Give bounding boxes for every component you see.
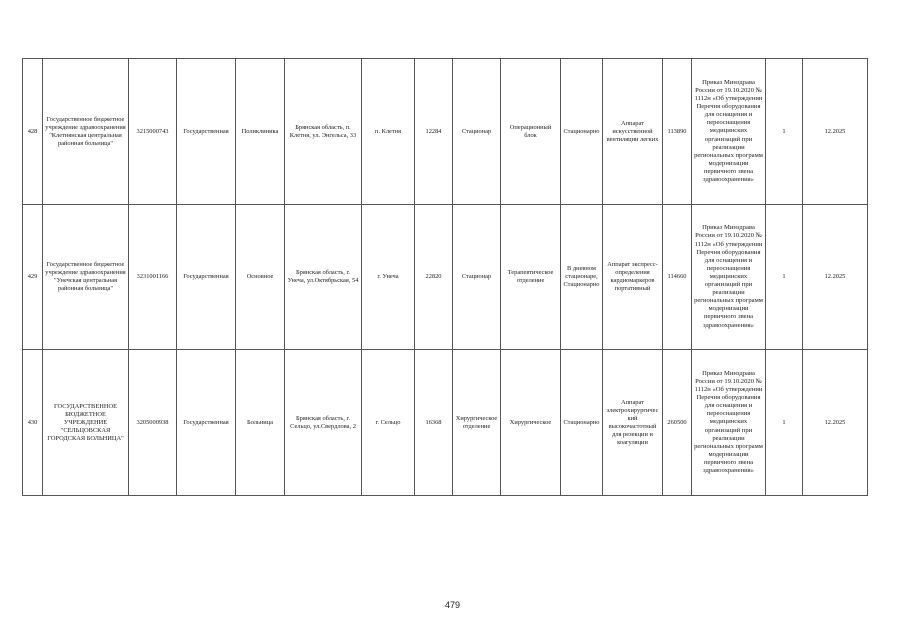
quantity: 1 [766,205,803,350]
page-number: 479 [444,600,461,610]
registry-table [22,58,868,496]
table-row [23,350,868,496]
address: Брянская область, п. Клетня, ул. Энгельса, 33 [285,59,362,205]
row-number: 430 [23,350,43,496]
department: Операционный блок [501,59,561,205]
quantity: 1 [766,350,803,496]
location: В дневном стационаре, Стационарно [561,205,603,350]
quantity: 1 [766,59,803,205]
care-type: Хирургическое отделение [453,350,501,496]
building-type: Больница [236,350,285,496]
inn: 3205000938 [129,350,177,496]
address: Брянская область, г. Сельцо, ул.Свердлова, 2 [285,350,362,496]
population: 12284 [415,59,453,205]
date: 12.2025 [803,59,868,205]
row-number: 429 [23,205,43,350]
equipment: Аппарат искусственной вентиляции легких [603,59,663,205]
legal-basis: Приказ Минздрава России от 19.10.2020 № 1112н «Об утверждении Перечня оборудования для оснащения и переоснащения медицинских организаций при реализации региональных программ модернизации первичного звена здравоохранения» [692,350,766,496]
equipment: Аппарат экспресс-определения кардиомаркеров портативный [603,205,663,350]
institution-name: Государственное бюджетное учреждение здравоохранения "Клетнянская центральная районная больница" [43,59,129,205]
population: 22820 [415,205,453,350]
building-type: Основное [236,205,285,350]
legal-basis: Приказ Минздрава России от 19.10.2020 № 1112н «Об утверждении Перечня оборудования для оснащения и переоснащения медицинских организаций при реализации региональных программ модернизации первичного звена здравоохранения» [692,205,766,350]
location: Стационарно [561,59,603,205]
inn: 3215000743 [129,59,177,205]
settlement: п. Клетня [362,59,415,205]
table-row [23,59,868,205]
inn: 3231001166 [129,205,177,350]
location: Стационарно [561,350,603,496]
department: Терапевтическое отделение [501,205,561,350]
ownership: Государственная [177,350,236,496]
price: 113890 [663,59,692,205]
table-row [23,205,868,350]
department: Хирургическое [501,350,561,496]
legal-basis: Приказ Минздрава России от 19.10.2020 № 1112н «Об утверждении Перечня оборудования для оснащения и переоснащения медицинских организаций при реализации региональных программ модернизации первичного звена здравоохранения» [692,59,766,205]
building-type: Поликлиника [236,59,285,205]
care-type: Стационар [453,205,501,350]
institution-name: ГОСУДАРСТВЕННОЕ БЮДЖЕТНОЕ УЧРЕЖДЕНИЕ "СЕЛЬЦОВСКАЯ ГОРОДСКАЯ БОЛЬНИЦА" [43,350,129,496]
care-type: Стационар [453,59,501,205]
settlement: г. Сельцо [362,350,415,496]
row-number: 428 [23,59,43,205]
ownership: Государственная [177,205,236,350]
population: 16368 [415,350,453,496]
settlement: г. Унеча [362,205,415,350]
date: 12.2025 [803,205,868,350]
date: 12.2025 [803,350,868,496]
institution-name: Государственное бюджетное учреждение здравоохранения "Унечская центральная районная больница" [43,205,129,350]
price: 260500 [663,350,692,496]
equipment: Аппарат электрохирургический высокочастотный для резекции и коагуляции [603,350,663,496]
ownership: Государственная [177,59,236,205]
address: Брянская область, г. Унеча, ул.Октябрьская, 54 [285,205,362,350]
price: 114660 [663,205,692,350]
